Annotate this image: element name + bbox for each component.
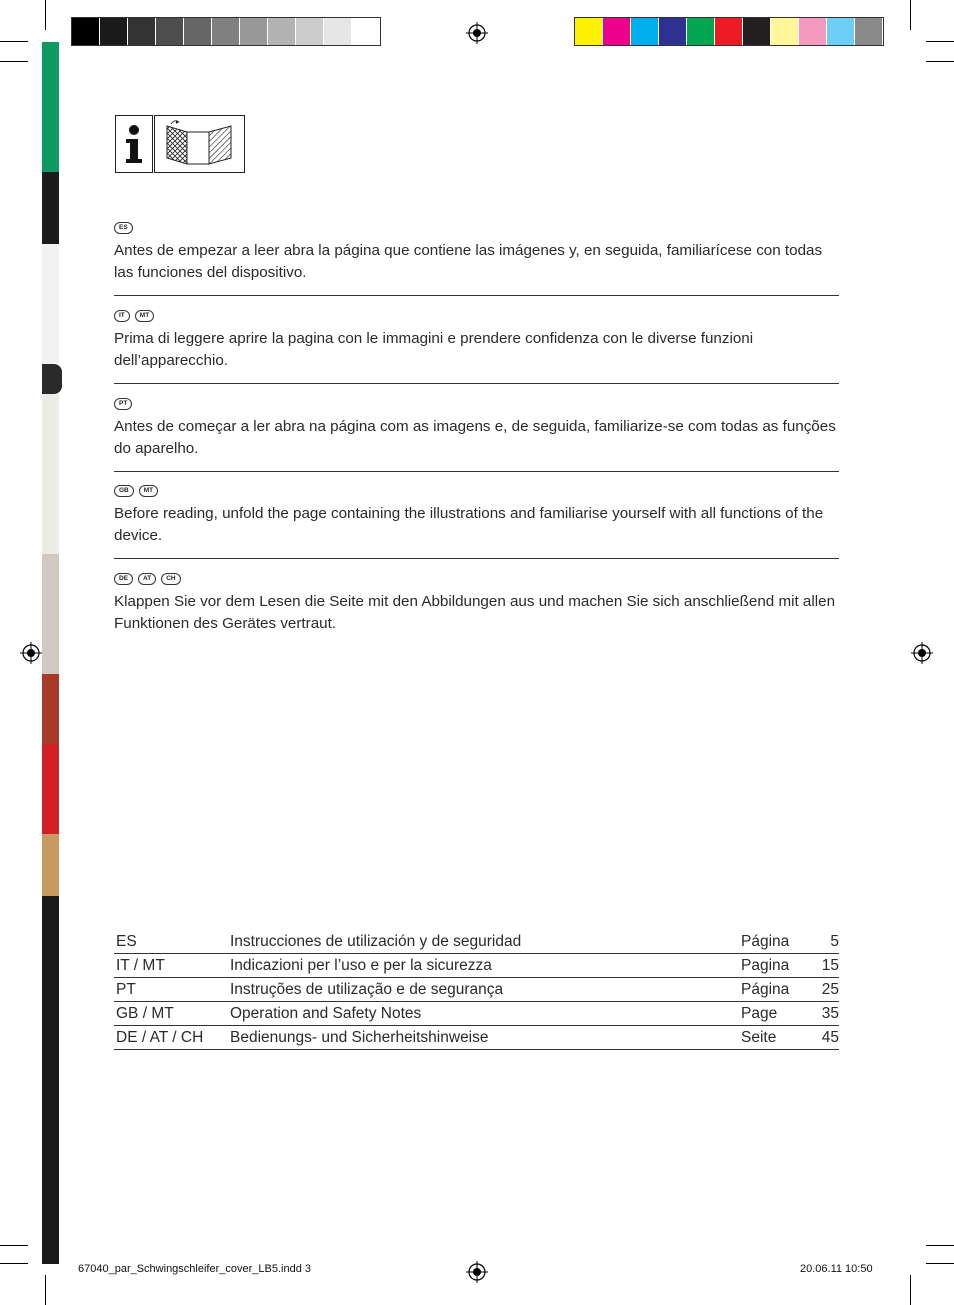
toc-title: Bedienungs- und Sicherheitshinweise [230,1026,741,1050]
crop-mark [910,1275,911,1305]
color-swatch [72,18,99,45]
bleed-edge-green [42,42,59,172]
bleed-edge-light [42,244,59,364]
language-badge: PT [114,398,132,410]
table-row[interactable] [114,1002,839,1026]
toc-page-label: Pagina [741,954,803,978]
crop-mark [926,1263,954,1264]
table-row[interactable] [114,930,839,954]
language-badges [114,398,132,412]
bleed-edge-brown [42,674,59,744]
color-swatch [156,18,183,45]
toc-title: Indicazioni per l’uso e per la sicurezza [230,954,741,978]
table-row[interactable] [114,954,839,978]
bleed-edge-tool-handle [42,364,62,394]
toc-page-label: Page [741,1002,803,1026]
section-divider [114,295,839,296]
toc-title: Instruções de utilização e de segurança [230,978,741,1002]
footer-file-name: 67040_par_Schwingschleifer_cover_LB5.indd 3 [78,1263,311,1275]
toc-page-number: 15 [803,954,839,978]
toc-page-number: 25 [803,978,839,1002]
color-swatch [659,18,686,45]
color-swatch [240,18,267,45]
toc-language-code: IT / MT [114,954,230,978]
language-badge: CH [161,573,180,585]
color-swatch [827,18,854,45]
toc-title: Instrucciones de utilización y de seguridad [230,930,741,954]
color-swatch [296,18,323,45]
registration-mark-icon [466,22,488,44]
color-swatch [268,18,295,45]
color-swatch [128,18,155,45]
language-badges [114,310,154,324]
color-swatch [352,18,379,45]
language-badge: MT [135,310,154,322]
language-badges [114,573,181,587]
language-badge: AT [138,573,156,585]
color-swatch [631,18,658,45]
crop-mark [0,1245,28,1246]
instruction-text: Before reading, unfold the page containing the illustrations and familiarise yourself with all functions of the device. [114,505,824,544]
instruction-text: Antes de empezar a leer abra la página que contiene las imágenes y, en seguida, familiarícese con todas las funciones del dispositivo. [114,242,823,281]
bleed-edge-red [42,744,59,834]
crop-mark [926,1245,954,1246]
color-swatch [771,18,798,45]
crop-mark [0,1263,28,1264]
toc-language-code: GB / MT [114,1002,230,1026]
footer-datetime: 20.06.11 10:50 [800,1263,873,1275]
section-divider [114,383,839,384]
bleed-edge-wood [42,834,59,896]
color-swatch [743,18,770,45]
toc-page-label: Página [741,930,803,954]
foldout-page-icon [154,115,245,173]
instruction-text: Prima di leggere aprire la pagina con le immagini e prendere confidenza con le diverse funzioni dell’apparecchio. [114,330,754,369]
toc-page-number: 35 [803,1002,839,1026]
color-swatch [715,18,742,45]
bleed-edge-gray [42,554,59,674]
color-swatch [799,18,826,45]
crop-mark [45,0,46,30]
language-badges [114,222,133,236]
crop-mark [926,41,954,42]
color-swatch [184,18,211,45]
color-swatch [575,18,602,45]
table-row[interactable] [114,978,839,1002]
section-divider [114,471,839,472]
info-icon [115,115,153,173]
registration-mark-icon [20,642,42,664]
toc-page-label: Página [741,978,803,1002]
language-badge: ES [114,222,133,234]
toc-page-number: 45 [803,1026,839,1050]
section-divider [114,558,839,559]
registration-mark-icon [466,1261,488,1283]
color-swatch [855,18,882,45]
color-swatch [687,18,714,45]
toc-language-code: PT [114,978,230,1002]
color-swatch [100,18,127,45]
color-swatch [603,18,630,45]
crop-mark [0,61,28,62]
bleed-edge-light [42,394,59,554]
language-badge: GB [114,485,134,497]
bleed-edge-dark [42,172,59,244]
toc-title: Operation and Safety Notes [230,1002,741,1026]
color-calibration-bar [574,17,884,46]
toc-page-number: 5 [803,930,839,954]
instruction-text: Antes de começar a ler abra na página com as imagens e, de seguida, familiarize-se com todas as funções do aparelho. [114,418,836,457]
language-badge: DE [114,573,133,585]
table-row[interactable] [114,1026,839,1050]
toc-language-code: DE / AT / CH [114,1026,230,1050]
grayscale-calibration-bar [71,17,381,46]
table-of-contents [114,930,839,1050]
instruction-text: Klappen Sie vor dem Lesen die Seite mit den Abbildungen aus und machen Sie sich anschließend mit allen Funktionen des Gerätes vertraut. [114,593,836,632]
bleed-edge-dark [42,896,59,1264]
crop-mark [926,61,954,62]
language-badges [114,485,158,499]
crop-mark [0,41,28,42]
language-badge: MT [139,485,158,497]
toc-language-code: ES [114,930,230,954]
language-badge: IT [114,310,130,322]
toc-page-label: Seite [741,1026,803,1050]
registration-mark-icon [911,642,933,664]
color-swatch [212,18,239,45]
crop-mark [45,1275,46,1305]
crop-mark [910,0,911,30]
color-swatch [324,18,351,45]
